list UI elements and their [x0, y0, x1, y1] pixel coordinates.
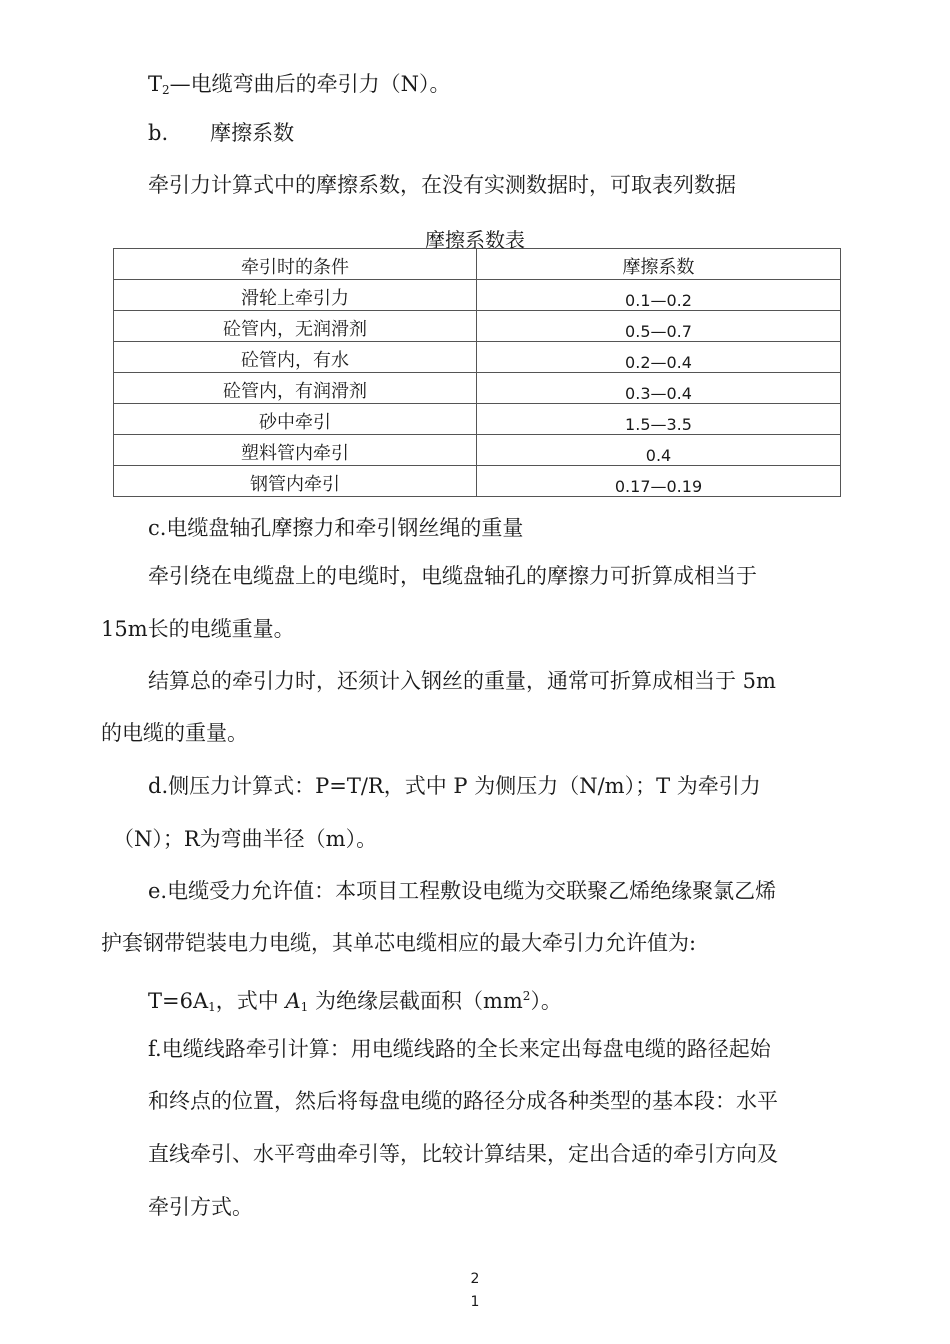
table-row [114, 280, 841, 311]
table-row [114, 404, 841, 435]
section-c-heading: c.电缆盘轴孔摩擦力和牵引钢丝绳的重量 [148, 516, 524, 540]
table-row [114, 373, 841, 404]
table-cell-coefficient: 0.5—0.7 [477, 311, 841, 342]
header-coefficient: 摩擦系数 [477, 249, 841, 280]
section-b-text: 牵引力计算式中的摩擦系数，在没有实测数据时，可取表列数据 [148, 173, 736, 197]
friction-table [113, 248, 841, 497]
table-cell-condition: 砼管内，有润滑剂 [114, 373, 477, 404]
table-cell-coefficient: 0.3—0.4 [477, 373, 841, 404]
table-cell-condition: 砂中牵引 [114, 404, 477, 435]
table-row [114, 466, 841, 497]
table-cell-condition: 塑料管内牵引 [114, 435, 477, 466]
page-number-top: 2 [470, 1271, 480, 1287]
table-caption: 摩擦系数表 [425, 228, 525, 252]
section-c-line2: 15m长的电缆重量。 [101, 617, 295, 641]
section-c-line4: 的电缆的重量。 [101, 721, 248, 745]
section-e-line2: 护套钢带铠装电力电缆，其单芯电缆相应的最大牵引力允许值为: [101, 931, 697, 955]
table-cell-condition: 砼管内，有水 [114, 342, 477, 373]
table-cell-coefficient: 0.4 [477, 435, 841, 466]
table-cell-coefficient: 0.17—0.19 [477, 466, 841, 497]
table-row [114, 435, 841, 466]
section-e-line1: e.电缆受力允许值：本项目工程敷设电缆为交联聚乙烯绝缘聚氯乙烯 [148, 879, 777, 903]
header-condition: 牵引时的条件 [114, 249, 477, 280]
table-cell-condition: 滑轮上牵引力 [114, 280, 477, 311]
table-cell-coefficient: 0.2—0.4 [477, 342, 841, 373]
section-f-line3: 直线牵引、水平弯曲牵引等，比较计算结果，定出合适的牵引方向及 [148, 1142, 778, 1166]
page-number-bottom: 1 [470, 1294, 480, 1310]
section-f-line1: f.电缆线路牵引计算：用电缆线路的全长来定出每盘电缆的路径起始 [148, 1037, 771, 1061]
section-c-line3: 结算总的牵引力时，还须计入钢丝的重量，通常可折算成相当于 5m [148, 669, 776, 693]
section-c-line1: 牵引绕在电缆盘上的电缆时，电缆盘轴孔的摩擦力可折算成相当于 [148, 564, 757, 588]
section-d-line1: d.侧压力计算式：P=T/R，式中 P 为侧压力（N/m）；T 为牵引力 [148, 774, 761, 798]
table-cell-condition: 钢管内牵引 [114, 466, 477, 497]
table-row [114, 342, 841, 373]
section-b-heading: b. 摩擦系数 [148, 121, 295, 145]
table-header-row [114, 249, 841, 280]
section-f-line2: 和终点的位置，然后将每盘电缆的路径分成各种类型的基本段：水平 [148, 1089, 778, 1113]
table-row [114, 311, 841, 342]
section-f-line4: 牵引方式。 [148, 1195, 253, 1219]
table-cell-coefficient: 1.5—3.5 [477, 404, 841, 435]
section-e-formula: $T=6A_1$，式中 $A_1$ 为绝缘层截面积$(mm^2)$。 [148, 989, 562, 1014]
section-d-line2: （N）；R为弯曲半径（m）。 [113, 827, 378, 851]
table-cell-coefficient: 0.1—0.2 [477, 280, 841, 311]
table-cell-condition: 砼管内，无润滑剂 [114, 311, 477, 342]
t2-definition: $T_2—$电缆弯曲后的牵引力（N）。 [148, 72, 451, 97]
